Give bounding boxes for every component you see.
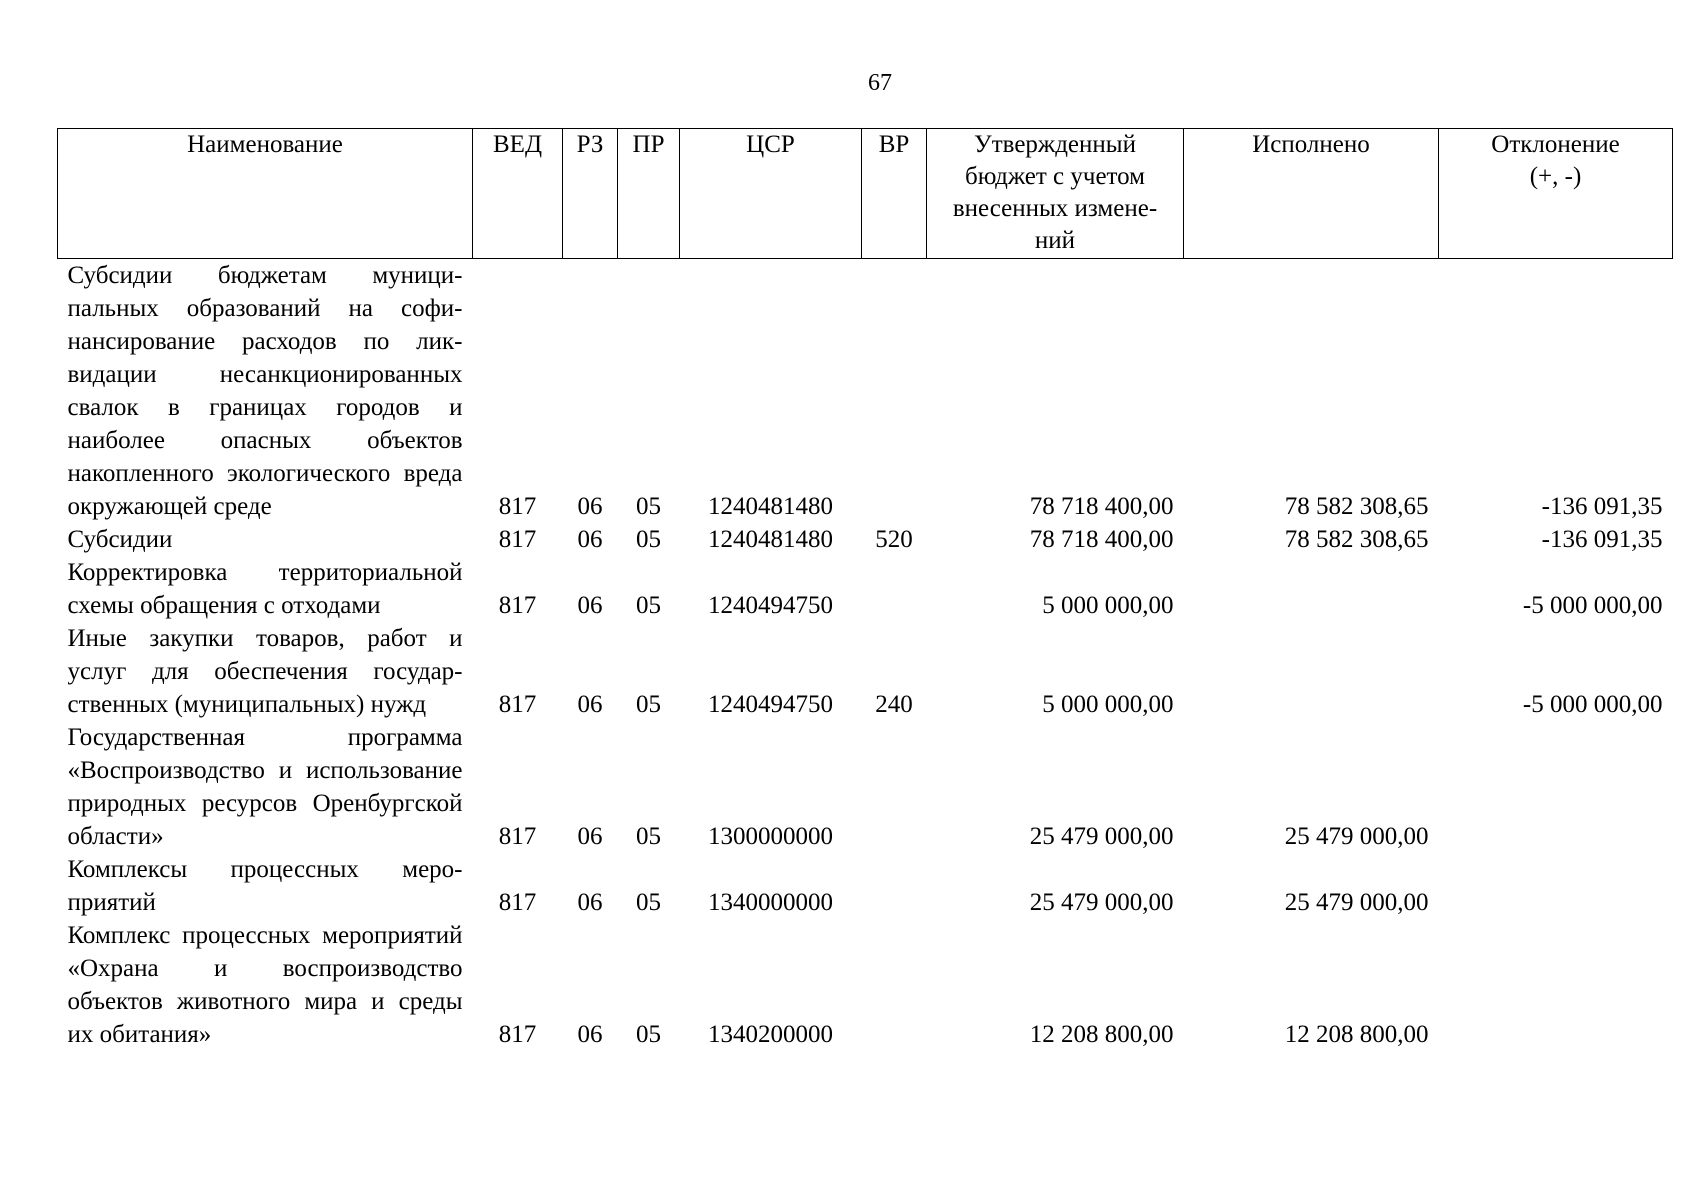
cell-vr	[862, 259, 927, 524]
cell-executed: 12 208 800,00	[1284, 1021, 1429, 1048]
cell-csr: 1240494750	[708, 592, 833, 619]
cell-ved: 817	[498, 1021, 537, 1048]
budget-table	[57, 128, 1673, 1051]
header-deviation-line: (+, -)	[1529, 163, 1582, 190]
page-number: 67	[868, 70, 892, 96]
cell-approved: 12 208 800,00	[1029, 1021, 1174, 1048]
cell-csr: 1240481480	[708, 526, 833, 553]
cell-vr	[862, 721, 927, 853]
cell-csr: 1300000000	[708, 823, 833, 850]
cell-name: Комплексы процессных мероприятий	[67, 856, 463, 916]
cell-ved: 817	[498, 691, 537, 718]
cell-deviation: -5 000 000,00	[1522, 691, 1663, 718]
cell-ved: 817	[498, 823, 537, 850]
table-row	[58, 622, 1673, 721]
cell-rz: 06	[577, 493, 603, 520]
header-name: Наименование	[58, 129, 473, 259]
cell-pr: 05	[636, 1021, 661, 1048]
cell-pr: 05	[636, 592, 661, 619]
cell-executed	[1184, 622, 1439, 721]
header-approved	[927, 129, 1184, 259]
cell-approved: 25 479 000,00	[1029, 889, 1174, 916]
cell-csr: 1340000000	[708, 889, 833, 916]
cell-name: Комплекс процессных мероприятий «Охрана и воспроизводство объектов животного мира и среды их обитания»	[67, 922, 463, 1048]
header-deviation	[1439, 129, 1673, 259]
cell-pr: 05	[636, 889, 661, 916]
cell-rz: 06	[577, 1021, 603, 1048]
cell-rz: 06	[577, 592, 603, 619]
cell-executed: 78 582 308,65	[1284, 493, 1429, 520]
cell-pr: 05	[636, 823, 661, 850]
table-row	[58, 556, 1673, 622]
cell-ved: 817	[498, 493, 537, 520]
cell-approved: 78 718 400,00	[1029, 493, 1174, 520]
cell-vr	[862, 556, 927, 622]
header-executed: Исполнено	[1184, 129, 1439, 259]
table-row	[58, 853, 1673, 919]
cell-pr: 05	[636, 493, 661, 520]
cell-executed: 25 479 000,00	[1284, 823, 1429, 850]
cell-name: Субсидии бюджетам муниципальных образований на софинансирование расходов по ликвидации несанкционированных свалок в границах городов и наиболее опасных объектов накопленного экологического вреда окружающей среде	[67, 262, 463, 520]
header-pr: ПР	[618, 129, 680, 259]
header-approved-line: Утвержденный	[974, 131, 1136, 158]
table-header	[58, 129, 1673, 259]
cell-csr: 1240494750	[708, 691, 833, 718]
cell-executed: 25 479 000,00	[1284, 889, 1429, 916]
cell-rz: 06	[577, 526, 603, 553]
cell-rz: 06	[577, 823, 603, 850]
header-approved-line: внесенных измене-	[952, 195, 1158, 222]
cell-approved: 78 718 400,00	[1029, 526, 1174, 553]
cell-approved: 5 000 000,00	[1042, 691, 1174, 718]
header-csr: ЦСР	[680, 129, 862, 259]
table-row	[58, 259, 1673, 524]
table-row	[58, 523, 1673, 556]
cell-deviation: -5 000 000,00	[1522, 592, 1663, 619]
cell-executed: 78 582 308,65	[1284, 526, 1429, 553]
cell-deviation: -136 091,35	[1541, 493, 1663, 520]
header-ved: ВЕД	[473, 129, 563, 259]
cell-deviation	[1439, 853, 1673, 919]
header-vr: ВР	[862, 129, 927, 259]
cell-pr: 05	[636, 526, 661, 553]
cell-ved: 817	[498, 592, 537, 619]
cell-vr: 240	[875, 691, 913, 718]
cell-csr: 1340200000	[708, 1021, 833, 1048]
cell-ved: 817	[498, 889, 537, 916]
cell-executed	[1184, 556, 1439, 622]
header-rz: РЗ	[563, 129, 618, 259]
table-row	[58, 721, 1673, 853]
cell-name: Государственная программа «Воспроизводство и использование природных ресурсов Оренбургской области»	[67, 724, 463, 850]
table-row	[58, 919, 1673, 1051]
cell-pr: 05	[636, 691, 661, 718]
table-body	[58, 259, 1673, 1052]
cell-vr	[862, 853, 927, 919]
header-approved-line: ний	[1034, 227, 1076, 254]
header-deviation-line: Отклонение	[1491, 131, 1620, 158]
cell-name: Корректировка территориальной схемы обращения с отходами	[67, 559, 463, 619]
cell-name: Субсидии	[67, 526, 173, 553]
cell-approved: 25 479 000,00	[1029, 823, 1174, 850]
cell-deviation	[1439, 721, 1673, 853]
cell-vr: 520	[875, 526, 913, 553]
cell-rz: 06	[577, 889, 603, 916]
cell-ved: 817	[498, 526, 537, 553]
cell-vr	[862, 919, 927, 1051]
cell-name: Иные закупки товаров, работ и услуг для обеспечения государственных (муниципальных) нужд	[67, 625, 463, 718]
cell-rz: 06	[577, 691, 603, 718]
header-approved-line: бюджет с учетом	[964, 163, 1146, 190]
cell-csr: 1240481480	[708, 493, 833, 520]
cell-deviation	[1439, 919, 1673, 1051]
cell-deviation: -136 091,35	[1541, 526, 1663, 553]
cell-approved: 5 000 000,00	[1042, 592, 1174, 619]
